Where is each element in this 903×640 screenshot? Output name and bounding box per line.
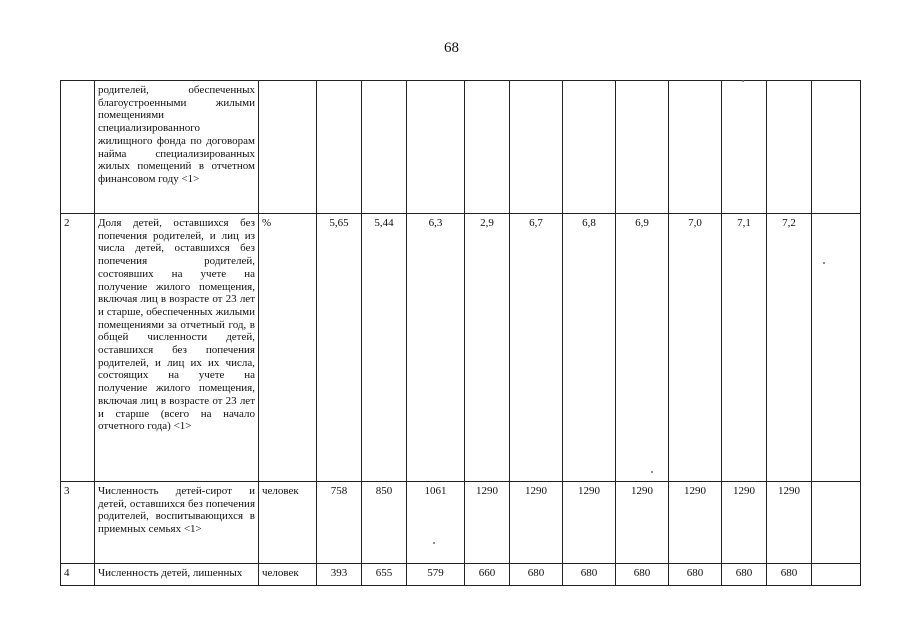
value-cell [669, 81, 722, 214]
table-row [61, 564, 861, 586]
value-cell [767, 81, 812, 214]
page-number: 68 [444, 40, 459, 56]
indicators-table [60, 80, 861, 586]
row-number-cell: 3 [61, 482, 95, 564]
value-cell: 1290 [669, 482, 722, 564]
value-cell: 5,65 [317, 214, 362, 482]
value-cell: 5,44 [362, 214, 407, 482]
unit-cell: % [259, 214, 317, 482]
value-cell [563, 81, 616, 214]
value-cell: 1290 [563, 482, 616, 564]
scan-speck [651, 471, 653, 473]
value-cell [407, 81, 465, 214]
value-cell: 655 [362, 564, 407, 586]
value-cell: 1290 [767, 482, 812, 564]
empty-cell [812, 564, 861, 586]
value-cell [317, 81, 362, 214]
value-cell: 1290 [465, 482, 510, 564]
unit-cell: человек [259, 564, 317, 586]
empty-cell [812, 482, 861, 564]
value-cell: 393 [317, 564, 362, 586]
value-cell [465, 81, 510, 214]
value-cell: 1061 [407, 482, 465, 564]
value-cell [362, 81, 407, 214]
indicator-name-cell: родителей, обеспеченных благоустроенными жилыми помещениями специализированного жилищного фонда по договорам найма специализированных жилых помещений в отчетном финансовом году <1> [95, 81, 259, 214]
value-cell: 680 [563, 564, 616, 586]
value-cell: 1290 [722, 482, 767, 564]
row-number-cell [61, 81, 95, 214]
value-cell: 660 [465, 564, 510, 586]
value-cell: 1290 [510, 482, 563, 564]
value-cell: 7,0 [669, 214, 722, 482]
empty-cell [812, 214, 861, 482]
indicator-name-cell: Доля детей, оставшихся без попечения родителей, и лиц из числа детей, оставшихся без попечения родителей, состоявших на учете на получение жилого помещения, включая лиц в возрасте от 23 лет и старше, обеспеченных жилыми помещениями за отчетный год, в общей численности детей, оставшихся без попечения родителей, и лиц их их числа, состоящих на учете на получение жилого помещения, включая лиц в возрасте от 23 лет и старше (всего на начало отчетного года) <1> [95, 214, 259, 482]
value-cell: 6,7 [510, 214, 563, 482]
scan-speck [742, 80, 744, 82]
value-cell: 6,8 [563, 214, 616, 482]
value-cell: 2,9 [465, 214, 510, 482]
indicator-name-cell: Численность детей-сирот и детей, оставшихся без попечения родителей, воспитывающихся в приемных семьях <1> [95, 482, 259, 564]
value-cell: 758 [317, 482, 362, 564]
value-cell: 579 [407, 564, 465, 586]
value-cell: 6,3 [407, 214, 465, 482]
value-cell: 7,1 [722, 214, 767, 482]
value-cell: 680 [510, 564, 563, 586]
value-cell: 7,2 [767, 214, 812, 482]
table-row [61, 81, 861, 214]
value-cell: 1290 [616, 482, 669, 564]
value-cell [510, 81, 563, 214]
indicator-name-cell: Численность детей, лишенных [95, 564, 259, 586]
value-cell: 680 [767, 564, 812, 586]
row-number-cell: 2 [61, 214, 95, 482]
value-cell: 680 [669, 564, 722, 586]
scan-speck [823, 262, 825, 264]
scan-speck [433, 542, 435, 544]
value-cell: 850 [362, 482, 407, 564]
value-cell [722, 81, 767, 214]
table-row [61, 482, 861, 564]
table-row [61, 214, 861, 482]
value-cell [616, 81, 669, 214]
unit-cell [259, 81, 317, 214]
value-cell: 680 [722, 564, 767, 586]
row-number-cell: 4 [61, 564, 95, 586]
value-cell: 680 [616, 564, 669, 586]
unit-cell: человек [259, 482, 317, 564]
value-cell: 6,9 [616, 214, 669, 482]
empty-cell [812, 81, 861, 214]
